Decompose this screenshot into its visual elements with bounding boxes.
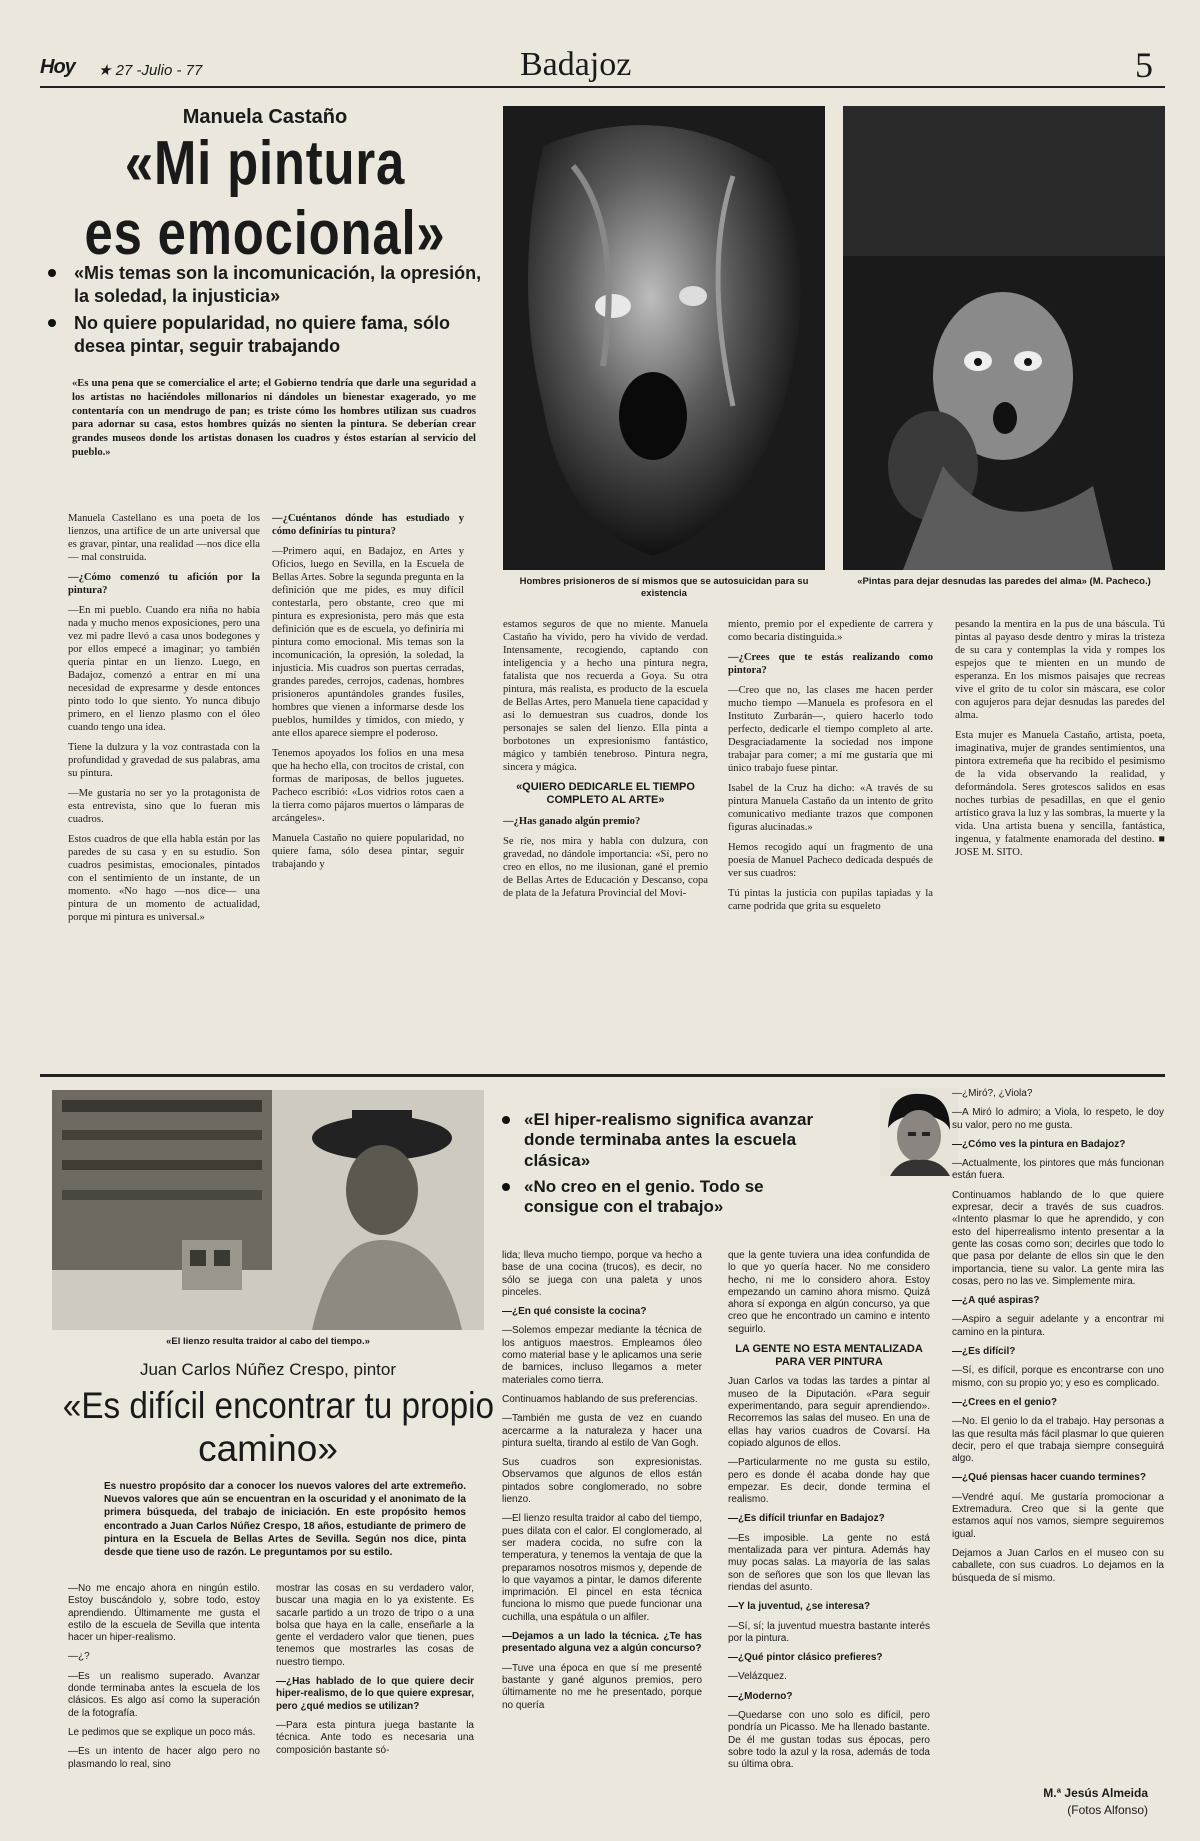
paragraph: —Y la juventud, ¿se interesa?	[728, 1601, 871, 1613]
paragraph: —¿Es difícil triunfar en Badajoz?	[728, 1513, 885, 1525]
paragraph: —¿?	[68, 1651, 90, 1663]
subheading: «QUIERO DEDICARLE EL TIEMPO COMPLETO AL ARTE»	[516, 781, 695, 807]
paragraph: Se ríe, nos mira y habla con dulzura, con gravedad, no dándole importancia: «Sí, pero no creo en ellos, no me ilusionan, gané el premio de Bellas Artes de Educación y Descanso, copa de plata de la Jefatura Provincial del Movi-	[503, 835, 708, 899]
paragraph: —¿Miró?, ¿Viola?	[952, 1088, 1033, 1099]
paragraph: —Dejamos a un lado la técnica. ¿Te has presentado alguna vez a algún concurso?	[502, 1631, 702, 1655]
paragraph: —¿Crees que te estás realizando como pintora?	[728, 652, 933, 677]
article1-title-line2: es emocional»	[84, 199, 446, 268]
paragraph: Tenemos apoyados los folios en una mesa que ha hecho ella, con trocitos de cristal, con formas de mariposas, de bellos juguetes. Pacheco escribió: «Los vidrios rotos caen a la tierra como pájaros muertos o lámparas de arcángeles».	[272, 748, 464, 825]
subheading: LA GENTE NO ESTA MENTALIZADA PARA VER PINTURA	[735, 1343, 923, 1369]
paragraph: Hemos recogido aquí un fragmento de una poesía de Manuel Pacheco dedicada después de ver sus cuadros:	[728, 842, 933, 880]
bullet-text: No quiere popularidad, no quiere fama, sólo desea pintar, seguir trabajando	[74, 313, 451, 356]
paragraph: pesando la mentira en la pus de una báscula. Tú pintas al payaso desde dentro y miras la tristeza de su cara y contemplas la vida y rompes los espejos que te mienten en un mundo de esperanza. En los mismos paisajes que recreas vive el grito de tu color sin máscara, ese color con agujeros para dejar desnudas las paredes del alma.	[955, 619, 1165, 722]
paragraph: Estos cuadros de que ella habla están por las paredes de su casa y en su estudio. Son cuadros pesimistas, emocionales, pintados con el sentimiento de un instante, de un momento. «No hago —nos dice— una pintura de un momento de actualidad, porque mi pintura es universal.»	[68, 834, 260, 924]
paragraph: Tú pintas la justicia con pupilas tapiadas y la carne podrida que grita su esqueleto	[728, 888, 933, 913]
article2-column-2	[276, 1583, 474, 1833]
paragraph: —En mi pueblo. Cuando era niña no había nada y mucho menos exposiciones, pero una vez mi padre llevó a casa unos bodegones y por ellos empecé a imaginar; yo también quería pintar en un lienzo. Luego, en Badajoz, comenzó a entrar en mí una necesidad de expresarme y desde entonces pinto todo lo que siento. Yo nunca dibujo primero, en el lienzo plasmo con el óleo cuando tengo una idea.	[68, 605, 260, 734]
photo-caption-2: «Pintas para dejar desnudas las paredes del alma» (M. Pacheco.)	[857, 576, 1151, 587]
paragraph: Tiene la dulzura y la voz contrastada con la profundidad y gravedad de sus palabras, ama su pintura.	[68, 742, 260, 780]
portrait-photo-juan-carlos	[880, 1088, 958, 1176]
paragraph: Esta mujer es Manuela Castaño, artista, poeta, imaginativa, mujer de grandes sentimientos, una pintora extremeña que ha recibido el pesimismo de la vida observando la realidad, y deformándola. Seres grotescos salidos en esas noches turbias de pesadillas, en que el genio artístico grava la luz y las sombras, la muerte y la vida. Una artista buena y sencilla, fantástica, ingenua, y fatalmente enamorada del destino. ■ JOSE M. SITO.	[955, 730, 1165, 859]
paragraph: —No. El genio lo da el trabajo. Hay personas a las que resulta más fácil plasmar lo que quieren decir, pero el que trabaja siempre conseguirá algo.	[952, 1416, 1164, 1465]
bullet-dot-icon	[48, 319, 56, 327]
paragraph: Manuela Castellano es una poeta de los lienzos, una artífice de un arte universal que es gravar, pintar, una realidad —nos dice ella— mal construida.	[68, 513, 260, 564]
paragraph: —También me gusta de vez en cuando acercarme a la naturaleza y hacer una pintura suelta, tirando al estilo de Van Gogh.	[502, 1413, 702, 1449]
article2-title-line1: «Es difícil encontrar tu propio	[62, 1385, 495, 1426]
article2-column-5	[952, 1088, 1164, 1788]
article2-column-3	[502, 1250, 702, 1835]
bullet-dot-icon	[502, 1116, 510, 1124]
paragraph: —Sí, es difícil, porque es encontrarse con uno mismo, con su propio yo; y eso es complicado.	[952, 1365, 1164, 1389]
paragraph: —¿A qué aspiras?	[952, 1295, 1040, 1307]
article2-byline-author: M.ª Jesús Almeida	[1043, 1786, 1148, 1800]
article1-lead: «Es una pena que se comercialice el arte; el Gobierno tendría que darle una seguridad a los artistas no haciéndoles millonarios ni dándoles un bienestar exagerado, yo me contentaría con un mendrugo de pan; es triste cómo los hombres utilizan sus cuadros para adornar su casa, estos hombres quizás no sienten la pintura. Se deberían crear grandes museos donde los artistas donasen los cuadros y éstos estarían al servicio del pueblo.»	[72, 378, 476, 458]
paragraph: —Es un realismo superado. Avanzar donde terminaba antes la escuela de los clásicos. Es algo así como la superación de la fotografía.	[68, 1670, 260, 1719]
section-title: Badajoz	[520, 46, 632, 83]
article2-lead: Es nuestro propósito dar a conocer los nuevos valores del arte extremeño. Nuevos valores que aún se encuentran en la oscuridad y el anonimato de la primera búsqueda, del trabajo de iniciación. En este propósito hemos encontrado a Juan Carlos Núñez Crespo, 18 años, estudiante de primero de pintura en la Escuela de Bellas Artes de Sevilla. Según nos dice, pinta desde que tiene uso de razón. Le preguntamos por su estilo.	[104, 1481, 466, 1558]
article1-title-line1: «Mi pintura	[124, 129, 406, 198]
painting-photo-screaming-figure	[503, 106, 825, 570]
paragraph: —Particularmente no me gusta su estilo, pero es donde él acaba donde hay que empezar. Es decir, donde termina el realismo.	[728, 1457, 930, 1506]
photo-caption-3: «El lienzo resulta traidor al cabo del tiempo.»	[166, 1336, 370, 1347]
article1-column-3	[503, 618, 708, 1070]
paragraph: Isabel de la Cruz ha dicho: «A través de su pintura Manuela Castaño da un intento de grito comunicativo mediante trazos que componen figuras alucinadas.»	[728, 783, 933, 834]
paragraph: —Actualmente, los pintores que más funcionan están fuera.	[952, 1158, 1164, 1182]
article1-kicker: Manuela Castaño	[182, 106, 348, 128]
paragraph: estamos seguros de que no miente. Manuela Castaño ha vivido, pero ha vivido de verdad. Intensamente, recogiendo, captando con inteligencia y a hecho una pintura negra, fatalista que nos recuerda a Goya. Su otra pintura, más realista, es producto de la escuela de Bellas Artes, pero Manuela tiene capacidad y así lo demuestran sus cuadros, donde los personajes se salen del lienzo. Ella pinta a borbotones un expresionismo fantástico, mágico y también tenebroso. Pintura negra, sincera y mágica.	[503, 619, 708, 774]
bullet-text: «Mis temas son la incomunicación, la opresión, la soledad, la injusticia»	[74, 263, 482, 306]
paragraph: —Es un intento de hacer algo pero no plasmando lo real, sino	[68, 1746, 260, 1770]
newspaper-logo: Hoy	[40, 56, 75, 78]
article2-kicker: Juan Carlos Núñez Crespo, pintor	[139, 1360, 397, 1379]
paragraph: —Es imposible. La gente no está mentalizada para ver pintura. Además hay muy pocas salas. La mayoría de las salas son de señores que son los que llevan las riendas del asunto.	[728, 1532, 930, 1593]
article2-bullet-1	[502, 1110, 838, 1171]
paragraph: —¿Crees en el genio?	[952, 1396, 1058, 1408]
article1-column-2	[272, 512, 464, 1072]
article1-column-4	[728, 618, 933, 1070]
article2-byline-photos: (Fotos Alfonso)	[1067, 1803, 1148, 1817]
paragraph: Manuela Castaño no quiere popularidad, no quiere fama, sólo desea pintar, seguir trabajando y	[272, 833, 464, 871]
paragraph: —Primero aquí, en Badajoz, en Artes y Oficios, luego en Sevilla, en la Escuela de Bellas Artes. Sobre la segunda pregunta en la definición que me pides, es muy difícil contestarla, pero obstante, creo que mi pintura es expresionista, pero más que esta definición que es de escuela, yo definiría mi pintura como emocional. Mis temas son la incomunicación, la opresión, la soledad, la injusticia. Mis cuadros son puertas cerradas, grandes paredes, cerrojos, cadenas, hombres prisioneros apuntándoles grandes fusiles, hombres que vienen a informarse desde los pueblos, humildes y tímidos, con miedo, y ante ellos aparece siempre el poderoso.	[272, 546, 464, 740]
paragraph: —¿Cómo ves la pintura en Badajoz?	[952, 1138, 1126, 1150]
paragraph: miento, premio por el expediente de carrera y como becaria distinguida.»	[728, 619, 933, 644]
paragraph: Continuamos hablando de sus preferencias.	[502, 1393, 698, 1405]
paragraph: —A Miró lo admiro; a Viola, lo respeto, le doy su valor, pero no me gusta.	[952, 1107, 1164, 1131]
paragraph: —¿Qué piensas hacer cuando termines?	[952, 1472, 1146, 1484]
issue-date: ★ 27 -Julio - 77	[98, 62, 203, 79]
painting-photo-scared-boy	[843, 106, 1165, 570]
article1-column-5	[955, 618, 1165, 1070]
bullet-dot-icon	[502, 1183, 510, 1191]
paragraph: mostrar las cosas en su verdadero valor, buscar una magia en lo ya existente. Es sacarle partido a un trozo de tripo o a una bolsa que haya en la calle, enseñarle a la gente el verdadero valor que tienen, pues tenemos que mostrarles las cosas de nuestro tiempo.	[276, 1583, 474, 1668]
paragraph: —¿Moderno?	[728, 1690, 793, 1702]
photo-caption-1: Hombres prisioneros de sí mismos que se autosuicidan para su existencia	[519, 576, 809, 599]
paragraph: Le pedimos que se explique un poco más.	[68, 1726, 256, 1738]
paragraph: —El lienzo resulta traidor al cabo del tiempo, pues dilata con el calor. El conglomerado, al ser madera cocida, no sufre con la temperatura, y tenemos la ventaja de que la preparamos nosotros mismos y, depende de lo que vayamos a pintar, le damos diferente imprimación. El pincel en esta técnica funciona lo mismo que puede funcionar una cuchilla, una espátula o un alfiler.	[502, 1513, 702, 1623]
paragraph: —Vendré aquí. Me gustaría promocionar a Extremadura. Creo que si la gente que estamos aquí nos vamos, siempre seguiremos igual.	[952, 1491, 1164, 1540]
paragraph: —¿Cómo comenzó tu afición por la pintura?	[68, 572, 260, 597]
paragraph: —Solemos empezar mediante la técnica de los antiguos maestros. Empleamos óleo como material base y le aplicamos una serie de barnices, incluso llegamos a meter materiales como tierra.	[502, 1325, 702, 1386]
paragraph: —Sí, sí; la juventud muestra bastante interés por la pintura.	[728, 1620, 930, 1644]
paragraph: Continuamos hablando de lo que quiere expresar, decir a través de sus cuadros. «Intento plasmar lo que he aprendido, y con esto del hiperrealismo intento presentar a la gente las cosas como son; decirles que todo lo que pasa por delante de ellos sin que le den importancia, tiene su valor. La gente mira las cosas, pero no las ve. Simplemente mira.	[952, 1189, 1164, 1287]
masthead	[40, 44, 1165, 84]
article2-bullet-2	[502, 1177, 838, 1218]
paragraph: —Quedarse con uno solo es difícil, pero pondría un Picasso. Me ha llenado bastante. De él me gustan todas sus épocas, pero sobre todo la azul y la rosa, además de toda su última obra.	[728, 1709, 930, 1771]
article2-column-1	[68, 1583, 260, 1833]
header-rule	[40, 86, 1165, 88]
paragraph: —¿Qué pintor clásico prefieres?	[728, 1652, 883, 1664]
bullet-text: «El hiper-realismo significa avanzar donde terminaba antes la escuela clásica»	[524, 1110, 814, 1170]
paragraph: Juan Carlos va todas las tardes a pintar al museo de la Diputación. «Para seguir experimentando, para seguir aprendiendo». Recorremos las salas del museo. En una de ellas hay varios cuadros de Covarsí. Ha copiado algunos de ellos.	[728, 1376, 930, 1449]
article1-column-1	[68, 512, 260, 1072]
paragraph: —Tuve una época en que sí me presenté bastante y gané algunos premios, pero últimamente no me he presentado, porque no quería	[502, 1662, 702, 1711]
paragraph: —Me gustaría no ser yo la protagonista de esta entrevista, sino que lo fueran mis cuadros.	[68, 788, 260, 826]
bullet-text: «No creo en el genio. Todo se consigue con el trabajo»	[524, 1177, 764, 1217]
paragraph: Dejamos a Juan Carlos en el museo con su caballete, con sus cuadros. Lo dejamos en la búsqueda de sí mismo.	[952, 1547, 1164, 1584]
paragraph: —¿Es difícil?	[952, 1346, 1016, 1358]
bullet-dot-icon	[48, 269, 56, 277]
paragraph: —Aspiro a seguir adelante y a encontrar mi camino en la pintura.	[952, 1314, 1164, 1338]
painting-photo-man-with-hat	[52, 1090, 484, 1330]
paragraph: lida; lleva mucho tiempo, porque va hecho a base de una cocina (trucos), es decir, no sólo se juega con una paleta y unos pinceles.	[502, 1250, 702, 1298]
paragraph: —¿En qué consiste la cocina?	[502, 1306, 647, 1318]
paragraph: —¿Has ganado algún premio?	[503, 815, 641, 827]
paragraph: —No me encajo ahora en ningún estilo. Estoy buscándolo y, sobre todo, estoy aprendiendo. Últimamente me gusta el estilo de la escuela de Sevilla que intenta hacer un hiper-realismo.	[68, 1583, 260, 1644]
page-number: 5	[1135, 45, 1153, 85]
paragraph: —Para esta pintura juega bastante la técnica. Ante todo es necesaria una composición bastante só-	[276, 1719, 474, 1756]
paragraph: —¿Cuéntanos dónde has estudiado y cómo definirías tu pintura?	[272, 513, 464, 538]
paragraph: —Creo que no, las clases me hacen perder mucho tiempo —Manuela es profesora en el Instituto Zurbarán—, quiero hacerlo todo perfecto, dedicarle el tiempo completo al arte. Desgraciadamente la sociedad nos impone trabajar para comer; a mí me gustaría que mi único trabajo fuese pintar.	[728, 685, 933, 775]
section-divider	[40, 1074, 1165, 1077]
article2-column-4	[728, 1250, 930, 1835]
paragraph: —Velázquez.	[728, 1671, 787, 1683]
paragraph: Sus cuadros son expresionistas. Observamos que algunos de ellos están pintados sobre conglomerado, no sobre lienzo.	[502, 1457, 702, 1506]
paragraph: que la gente tuviera una idea confundida de lo que yo quería hacer. No me considero hecho, ni me lo considero ahora. Estoy empezando un camino ahora mismo. Quizá ahora sí exponga en algún concurso, ya que creo que he encontrado un camino e intento seguirlo.	[728, 1250, 930, 1335]
paragraph: —¿Has hablado de lo que quiere decir hiper-realismo, de lo que quiere expresar, pero ¿qué medios se utilizan?	[276, 1676, 474, 1712]
article2-title-line2: camino»	[198, 1428, 338, 1469]
article1-bullet-2	[50, 312, 500, 357]
article1-bullet-1	[50, 262, 500, 307]
